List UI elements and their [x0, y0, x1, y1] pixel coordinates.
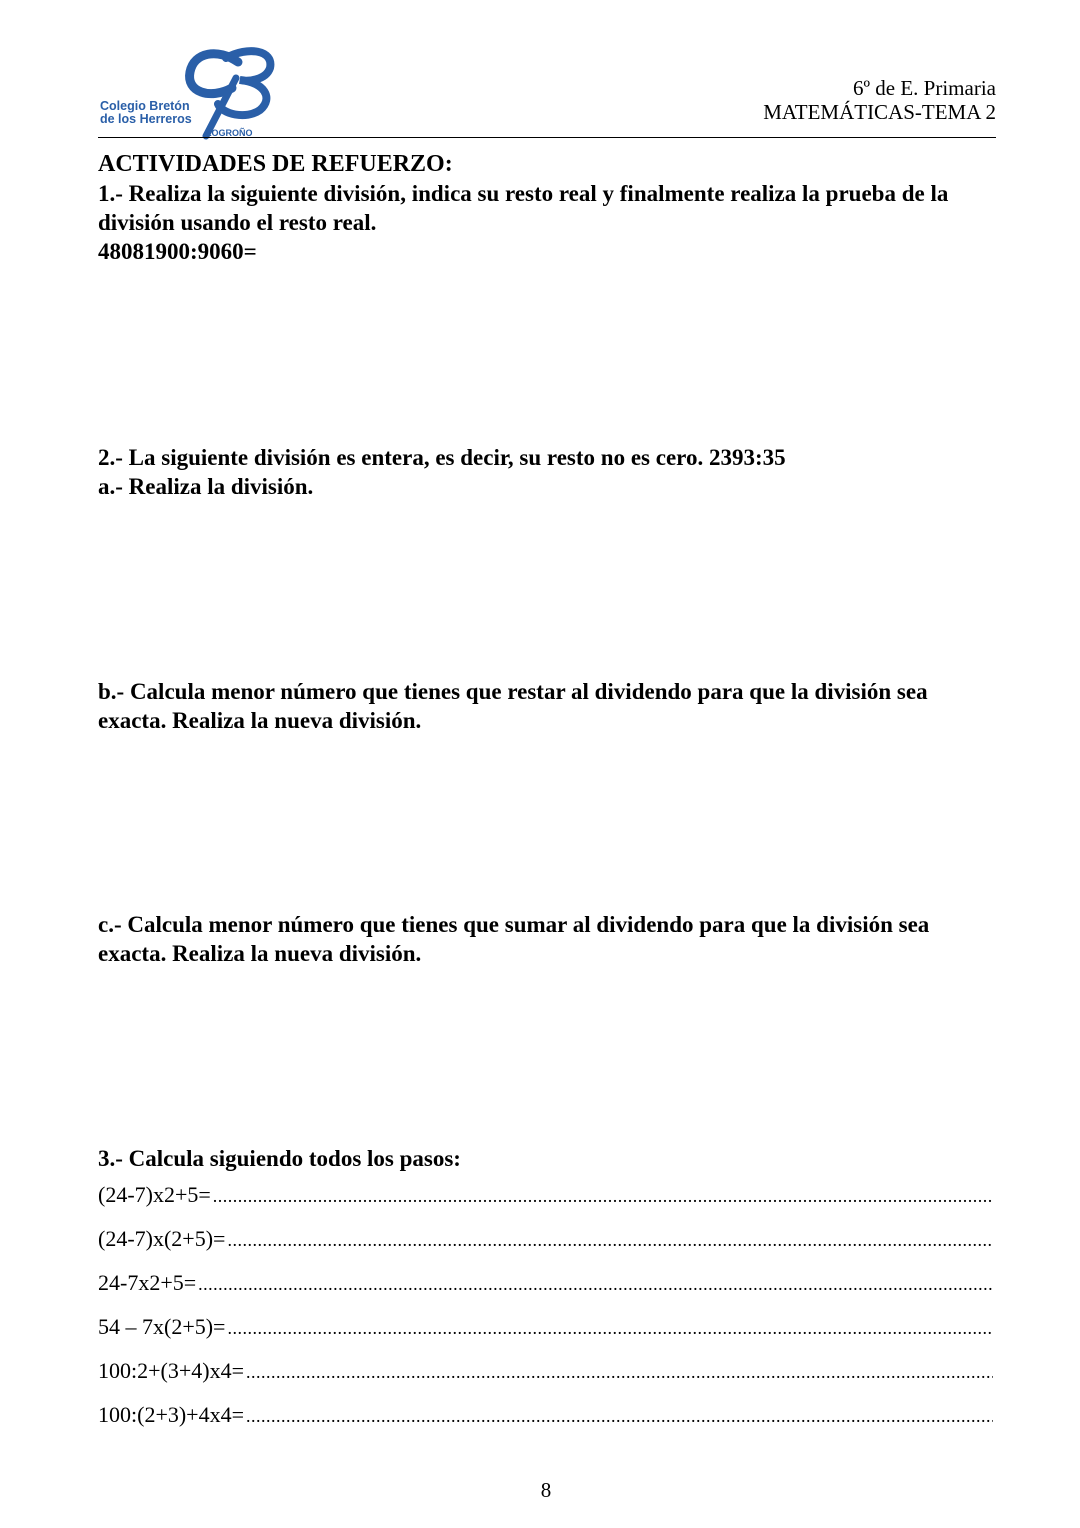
calc-item — [98, 1182, 993, 1226]
question-1-text: 1.- Realiza la siguiente división, indica su resto real y finalmente realiza la prueba de la división usando el resto real. — [98, 181, 949, 235]
school-name — [100, 100, 192, 126]
question-1-expression: 48081900:9060= — [98, 239, 257, 264]
calc-item — [98, 1402, 993, 1446]
question-2c-block — [98, 910, 996, 968]
school-name-line2: de los Herreros — [100, 112, 192, 126]
question-2b-block — [98, 677, 996, 735]
question-3-block — [98, 1144, 996, 1173]
question-3-text: 3.- Calcula siguiendo todos los pasos: — [98, 1146, 461, 1171]
calc-expression: 54 – 7x(2+5)= — [98, 1314, 226, 1339]
answer-line[interactable] — [198, 1270, 993, 1296]
calc-item — [98, 1314, 993, 1358]
answer-line[interactable] — [227, 1314, 993, 1340]
calc-item — [98, 1226, 993, 1270]
subject-label: MATEMÁTICAS-TEMA 2 — [763, 100, 996, 124]
header-divider — [98, 137, 996, 138]
calc-expression: 100:(2+3)+4x4= — [98, 1402, 244, 1427]
grade-label: 6º de E. Primaria — [853, 76, 996, 100]
question-2-text: 2.- La siguiente división es entera, es decir, su resto no es cero. 2393:35 — [98, 445, 786, 470]
calc-expression: 100:2+(3+4)x4= — [98, 1358, 244, 1383]
question-2-block — [98, 443, 996, 501]
answer-line[interactable] — [246, 1402, 993, 1428]
page-number: 8 — [540, 1478, 552, 1502]
calc-item — [98, 1270, 993, 1314]
calc-item — [98, 1358, 993, 1402]
answer-line[interactable] — [213, 1182, 993, 1208]
calc-expression: (24-7)x(2+5)= — [98, 1226, 226, 1251]
school-city: LOGROÑO — [206, 128, 253, 138]
question-2a-text: a.- Realiza la división. — [98, 474, 314, 499]
question-2c-text: c.- Calcula menor número que tienes que sumar al dividendo para que la división sea exacta. Realiza la nueva división. — [98, 912, 930, 966]
calc-expression: (24-7)x2+5= — [98, 1182, 211, 1207]
section-title: ACTIVIDADES DE REFUERZO: — [98, 151, 453, 177]
school-name-line1: Colegio Bretón — [100, 99, 190, 113]
school-logo — [98, 44, 298, 140]
header-right — [763, 76, 996, 124]
question-1-block — [98, 150, 996, 266]
calc-list — [98, 1182, 993, 1446]
answer-line[interactable] — [246, 1358, 993, 1384]
calc-expression: 24-7x2+5= — [98, 1270, 197, 1295]
question-2b-text: b.- Calcula menor número que tienes que restar al dividendo para que la división sea exacta. Realiza la nueva división. — [98, 679, 928, 733]
answer-line[interactable] — [227, 1226, 993, 1252]
